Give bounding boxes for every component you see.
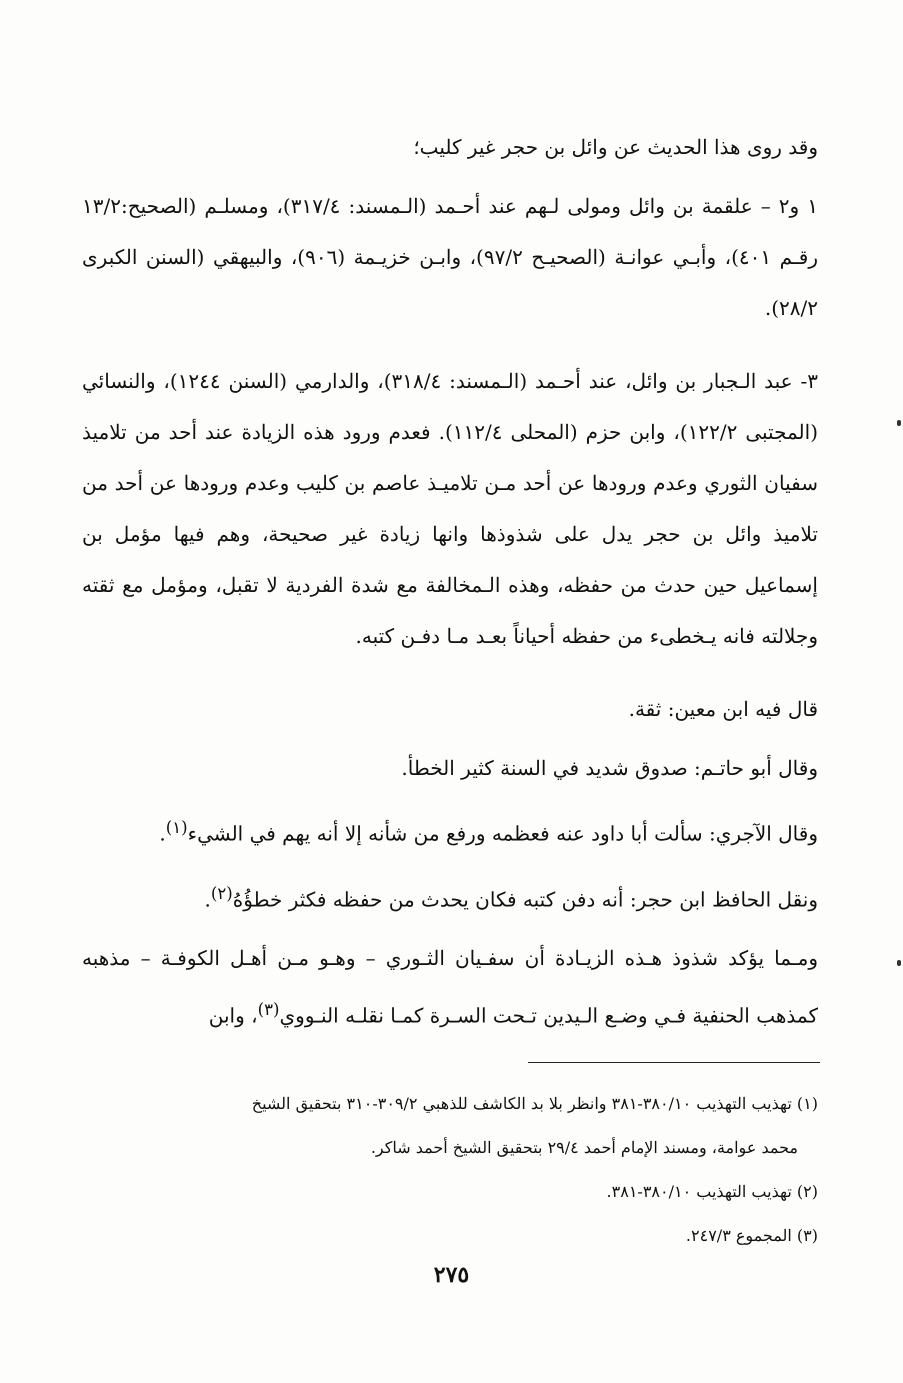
footnote-1-continuation: محمد عوامة، ومسند الإمام أحمد ٢٩/٤ بتحقيق الشيخ أحمد شاكر. <box>370 1138 798 1157</box>
scan-speck <box>897 960 901 966</box>
abu-hatim-line: وقال أبو حاتـم: صدوق شديد في السنة كثير الخطأ. <box>401 756 818 780</box>
footnote-marker-1[interactable]: (١) <box>165 818 188 837</box>
footnote-marker-2[interactable]: (٢) <box>210 883 233 903</box>
conclusion-tail: ، وابن <box>208 1003 258 1028</box>
page-number: ٢٧٥ <box>433 1262 470 1288</box>
conclusion-paragraph <box>82 933 818 1042</box>
footnote-1: (١) تهذيب التهذيب ٣٨٠/١٠-٣٨١ وانظر بلا بد الكاشف للذهبي ٣٠٩/٢-٣١٠ بتحقيق الشيخ <box>251 1094 818 1113</box>
footnotes <box>82 1082 818 1258</box>
footnote-3: (٣) المجموع ٢٤٧/٣. <box>685 1226 818 1245</box>
ajurri-text: وقال الآجري: سألت أبا داود عنه فعظمه ورفع من شأنه إلا أنه يهم في الشيء <box>187 821 818 846</box>
footnote-marker-3[interactable]: (٣) <box>257 1000 280 1020</box>
ajurri-tail: . <box>159 821 166 846</box>
ibn-maeen-line: قال فيه ابن معين: ثقة. <box>628 697 818 721</box>
footnote-2: (٢) تهذيب التهذيب ٣٨٠/١٠-٣٨١. <box>606 1182 818 1201</box>
narrators-1-2-paragraph: ١ و٢ – علقمة بن وائل ومولى لـهم عند أحـمد (الـمسند: ٣١٧/٤)، ومسلـم (الصحيح:١٣/٢ رقـم ٤٠١)، وأبـي عوانـة (الصحيـح ٩٧/٢)، وابـن خزيـمة (٩٠٦)، والبيهقي (السنن الكبرى ٢٨/٢). <box>82 194 819 320</box>
ibn-hajar-line <box>82 868 818 926</box>
main-text <box>82 122 818 1064</box>
ibn-hajar-tail: . <box>204 887 211 912</box>
conclusion-text: ومـما يؤكد شذوذ هـذه الزيـادة أن سفـيان الثـوري – وهـو مـن أهـل الكوفـة – مذهبه كمذهب الحنفية فـي وضـع الـيدين تـحت السـرة كمـا نقلـه النـووي <box>82 946 818 1028</box>
intro-line: وقد روى هذا الحديث عن وائل بن حجر غير كليب؛ <box>413 135 818 159</box>
ibn-hajar-text: ونقل الحافظ ابن حجر: أنه دفن كتبه فكان يحدث من حفظه فكثر خطؤُهُ <box>232 887 818 912</box>
scan-speck <box>897 420 901 426</box>
footnote-separator <box>528 1062 820 1063</box>
ajurri-line <box>82 802 818 860</box>
narrator-3-paragraph: ٣- عبد الـجبار بن وائل، عند أحـمد (الـمسند: ٣١٨/٤)، والدارمي (السنن ١٢٤٤)، والنسائي (المجتبى ١٢٢/٢)، وابن حزم (المحلى ١١٢/٤). فعدم ورود هذه الزيادة عند أحد من تلاميذ سفيان الثوري وعدم ورودها عن أحد مـن تلاميـذ عاصم بن كليب وعدم ورودها عن أحد من تلاميذ وائل بن حجر يدل على شذوذها وانها زيادة غير صحيحة، وهم فيها مؤمل بن إسماعيل حين حدث من حفظه، وهذه الـمخالفة مع شدة الفردية لا تقبل، ومؤمل مع ثقته وجلالته فانه يـخطىء من حفظه أحياناً بعـد مـا دفـن كتبه. <box>82 369 818 648</box>
